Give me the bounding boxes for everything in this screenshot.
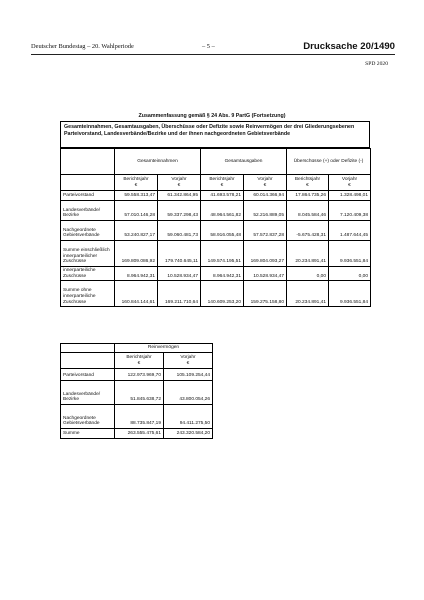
table-caption: Gesamteinnahmen, Gesamtausgaben, Überschüsse oder Defizite sowie Reinvermögen der drei Gliederungsebenen Parteivorstand, Landesverbände/Bezirke und der ihnen nachgeordneten Gebietsverbände	[60, 121, 370, 148]
row-label: Summe	[61, 429, 115, 439]
net-assets-table	[60, 343, 213, 439]
row-label: Parteivorstand	[61, 191, 115, 201]
row-label: Nachgeordnete Gebietsverbände	[61, 405, 115, 429]
row-label: Parteivorstand	[61, 369, 115, 381]
sub-header-cell: Vorjahr €	[158, 175, 201, 191]
row-label: Landesverbände/ Bezirke	[61, 381, 115, 405]
value-cell: 122.973.969,70	[115, 369, 164, 381]
value-cell: 59.060.481,73	[158, 221, 201, 241]
value-cell: 0,00	[287, 267, 329, 281]
value-cell: 88.735.847,19	[115, 405, 164, 429]
section-title: Zusammenfassung gemäß § 24 Abs. 9 PartG (Fortsetzung)	[138, 113, 286, 119]
value-cell: 41.693.578,21	[201, 191, 244, 201]
value-cell: 169.211.710,64	[158, 281, 201, 307]
value-cell: 43.800.054,26	[164, 381, 213, 405]
corner-cell	[61, 353, 115, 369]
value-cell: 59.337.298,43	[158, 201, 201, 221]
row-label: Summe ohne innerparteiliche Zuschüsse	[61, 281, 115, 307]
page-number: – 5 –	[202, 43, 215, 50]
table-row	[61, 429, 213, 439]
value-cell: 58.916.055,48	[201, 221, 244, 241]
value-cell: 1.487.644,45	[329, 221, 371, 241]
value-cell: -5.675.428,31	[287, 221, 329, 241]
value-cell: 140.609.253,20	[201, 281, 244, 307]
table-row	[61, 281, 371, 307]
value-cell: 20.234.891,41	[287, 281, 329, 307]
value-cell: 9.936.551,84	[329, 281, 371, 307]
corner-cell	[61, 149, 115, 175]
group-header-row	[61, 149, 371, 175]
value-cell: 10.528.934,47	[158, 267, 201, 281]
value-cell: 169.804.093,27	[244, 241, 287, 267]
corner-cell	[61, 344, 115, 353]
header-net-assets: Reinvermögen	[115, 344, 213, 353]
value-cell: 17.864.735,26	[287, 191, 329, 201]
table-row	[61, 267, 371, 281]
value-cell: 59.558.313,47	[115, 191, 158, 201]
value-cell: 8.964.942,31	[201, 267, 244, 281]
party-year-label: SPD 2020	[365, 61, 388, 67]
value-cell: 51.845.638,72	[115, 381, 164, 405]
value-cell: 61.342.864,95	[158, 191, 201, 201]
header-expenses: Gesamtausgaben	[201, 149, 287, 175]
sub-header-row	[61, 353, 213, 369]
publication-title: Deutscher Bundestag – 20. Wahlperiode	[31, 43, 134, 50]
header-surplus: Überschüsse (+) oder Defizite (-)	[287, 149, 371, 175]
value-cell: 94.411.275,50	[164, 405, 213, 429]
value-cell: 20.234.891,41	[287, 241, 329, 267]
row-label: Nachgeordnete Gebietsverbände	[61, 221, 115, 241]
sub-header-cell: Berichtsjahr €	[115, 175, 158, 191]
value-cell: 8.045.584,46	[287, 201, 329, 221]
value-cell: 53.240.827,17	[115, 221, 158, 241]
value-cell: 0,00	[329, 267, 371, 281]
row-label: Summe einschließlich innerparteilicher Zuschüsse	[61, 241, 115, 267]
value-cell: 57.572.837,28	[244, 221, 287, 241]
row-label: Landesverbände/ Bezirke	[61, 201, 115, 221]
table-row	[61, 201, 371, 221]
row-label: innerparteiliche Zuschüsse	[61, 267, 115, 281]
table-row	[61, 405, 213, 429]
document-number: Drucksache 20/1490	[303, 41, 395, 52]
value-cell: 179.740.645,11	[158, 241, 201, 267]
sub-header-cell: Vorjahr €	[329, 175, 371, 191]
sub-header-cell: Vorjahr €	[244, 175, 287, 191]
value-cell: 169.809.086,92	[115, 241, 158, 267]
value-cell: 243.320.584,20	[164, 429, 213, 439]
value-cell: 149.574.195,51	[201, 241, 244, 267]
header-income: Gesamteinnahmen	[115, 149, 201, 175]
sub-header-cell: Vorjahr €	[164, 353, 213, 369]
value-cell: 60.014.366,94	[244, 191, 287, 201]
value-cell: 57.010.146,28	[115, 201, 158, 221]
value-cell: 8.964.942,31	[115, 267, 158, 281]
table-row	[61, 381, 213, 405]
header-rule	[31, 54, 395, 55]
sub-header-row	[61, 175, 371, 191]
summary-table	[60, 148, 371, 307]
value-cell: 263.555.475,61	[115, 429, 164, 439]
table-row	[61, 191, 371, 201]
corner-cell	[61, 175, 115, 191]
value-cell: 10.528.934,47	[244, 267, 287, 281]
table-row	[61, 241, 371, 267]
group-header-row	[61, 344, 213, 353]
value-cell: 105.109.254,44	[164, 369, 213, 381]
value-cell: 9.936.551,84	[329, 241, 371, 267]
table-row	[61, 221, 371, 241]
page-header	[31, 42, 395, 54]
sub-header-cell: Berichtsjahr €	[287, 175, 329, 191]
value-cell: 52.216.889,05	[244, 201, 287, 221]
value-cell: 7.120.409,38	[329, 201, 371, 221]
value-cell: 160.844.144,61	[115, 281, 158, 307]
sub-header-cell: Berichtsjahr €	[201, 175, 244, 191]
table-row	[61, 369, 213, 381]
value-cell: 1.328.498,01	[329, 191, 371, 201]
value-cell: 48.964.561,82	[201, 201, 244, 221]
value-cell: 159.275.158,80	[244, 281, 287, 307]
sub-header-cell: Berichtsjahr €	[115, 353, 164, 369]
